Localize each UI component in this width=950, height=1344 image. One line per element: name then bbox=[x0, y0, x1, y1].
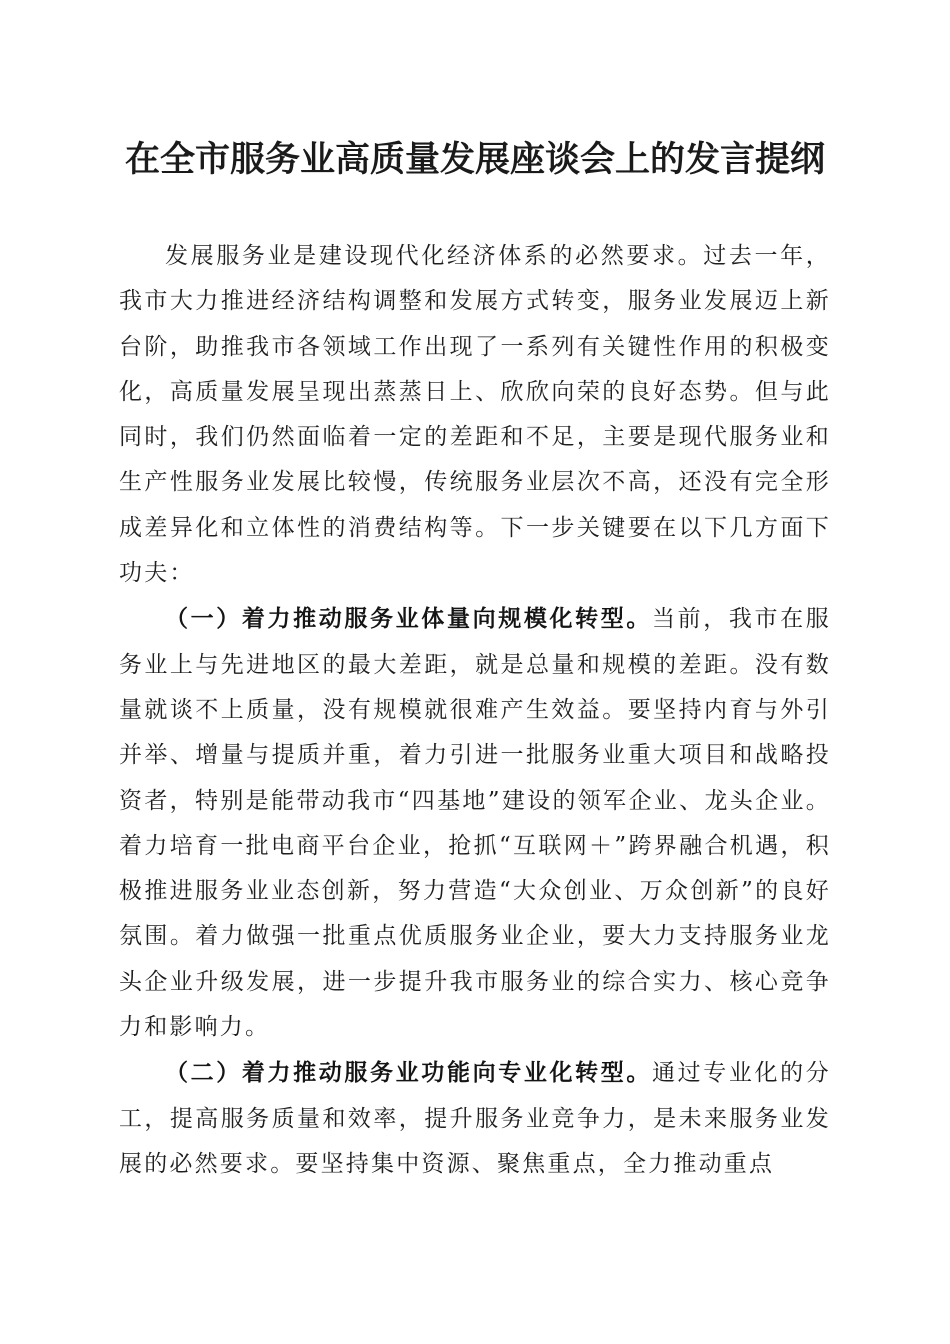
paragraph-section-1 bbox=[119, 596, 831, 1050]
document-title: 在全市服务业高质量发展座谈会上的发言提纲 bbox=[124, 139, 825, 180]
document-body bbox=[119, 233, 831, 1187]
paragraph-section-2 bbox=[119, 1050, 831, 1187]
paragraph-text: 发展服务业是建设现代化经济体系的必然要求。过去一年，我市大力推进经济结构调整和发展方式转变，服务业发展迈上新台阶，助推我市各领域工作出现了一系列有关键性作用的积极变化，高质量发展呈现出蒸蒸日上、欣欣向荣的良好态势。但与此同时，我们仍然面临着一定的差距和不足，主要是现代服务业和生产性服务业发展比较慢，传统服务业层次不高，还没有完全形成差异化和立体性的消费结构等。下一步关键要在以下几方面下功夫： bbox=[119, 243, 831, 587]
paragraph-text: 当前，我市在服务业上与先进地区的最大差距，就是总量和规模的差距。没有数量就谈不上质量，没有规模就很难产生效益。要坚持内育与外引并举、增量与提质并重，着力引进一批服务业重大项目和战略投资者，特别是能带动我市“四基地”建设的领军企业、龙头企业。着力培育一批电商平台企业，抢抓“互联网＋”跨界融合机遇，积极推进服务业业态创新，努力营造“大众创业、万众创新”的良好氛围。着力做强一批重点优质服务业企业，要大力支持服务业龙头企业升级发展，进一步提升我市服务业的综合实力、核心竞争力和影响力。 bbox=[119, 606, 831, 1041]
paragraph-text: 通过专业化的分工，提高服务质量和效率，提升服务业竞争力，是未来服务业发展的必然要求。要坚持集中资源、聚焦重点，全力推动重点 bbox=[119, 1060, 831, 1177]
section-heading-1: （一）着力推动服务业体量向规模化转型。 bbox=[165, 605, 652, 633]
section-heading-2: （二）着力推动服务业功能向专业化转型。 bbox=[165, 1059, 652, 1087]
paragraph-intro bbox=[119, 233, 831, 596]
